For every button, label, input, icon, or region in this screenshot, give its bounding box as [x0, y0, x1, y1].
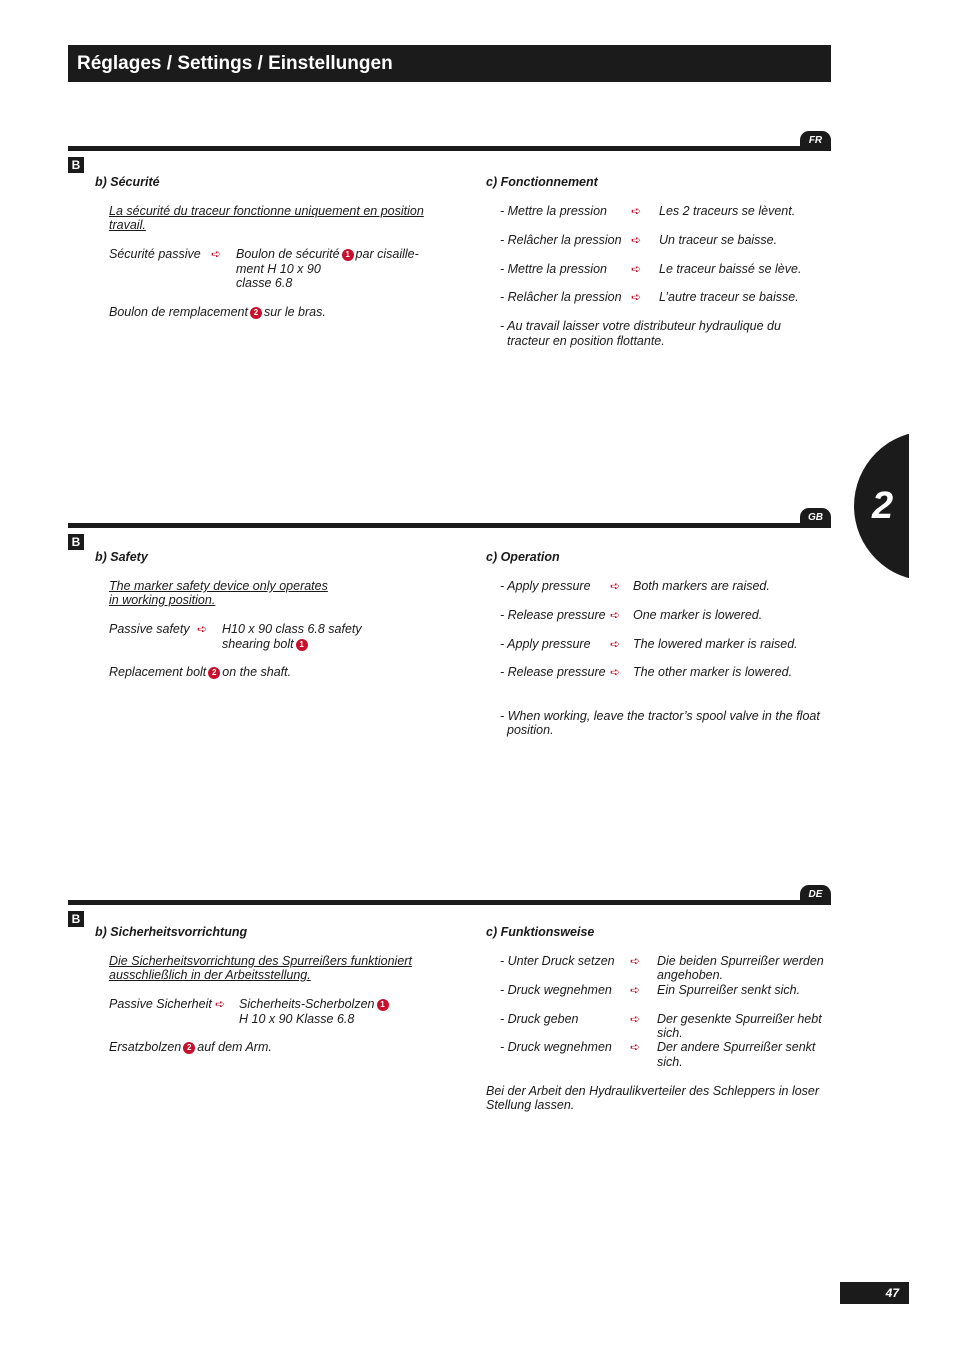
lang-tab-fr: FR	[800, 131, 831, 149]
callout-1-icon: 1	[296, 639, 308, 651]
gb-row-result: The other marker is lowered.	[633, 665, 793, 679]
de-row-action: - Druck wegnehmen	[500, 1040, 612, 1054]
fr-row-action: - Relâcher la pression	[500, 290, 622, 304]
de-passive-value-1: Sicherheits-Scherbolzen 1	[239, 997, 391, 1012]
de-row-result: sich.	[657, 1055, 683, 1069]
arrow-right-icon: ➪	[631, 233, 642, 247]
fr-row-result: Les 2 traceurs se lèvent.	[659, 204, 796, 218]
fr-passive-label: Sécurité passive	[109, 247, 201, 261]
page-number: 47	[840, 1282, 909, 1304]
arrow-right-icon: ➪	[211, 247, 222, 261]
de-final-note-2: Stellung lassen.	[486, 1098, 575, 1112]
fr-passive-value-2: ment H 10 x 90	[236, 262, 321, 276]
gb-passive-value-2: shearing bolt 1	[222, 637, 310, 652]
callout-2-icon: 2	[250, 307, 262, 319]
de-row-result: sich.	[657, 1026, 683, 1040]
arrow-right-icon: ➪	[610, 579, 621, 593]
de-row-result: angehoben.	[657, 968, 724, 982]
callout-1-icon: 1	[342, 249, 354, 261]
fr-safety-note-2: travail.	[109, 218, 146, 232]
arrow-right-icon: ➪	[630, 983, 641, 997]
de-row-action: - Unter Druck setzen	[500, 954, 615, 968]
fr-final-note-2: tracteur en position flottante.	[507, 334, 665, 348]
gb-final-note-2: position.	[507, 723, 554, 737]
gb-row-result: Both markers are raised.	[633, 579, 770, 593]
fr-row-action: - Relâcher la pression	[500, 233, 622, 247]
gb-row-action: - Apply pressure	[500, 637, 591, 651]
de-row-result: Der andere Spurreißer senkt	[657, 1040, 816, 1054]
de-replacement: Ersatzbolzen 2 auf dem Arm.	[109, 1040, 272, 1054]
gb-passive-label: Passive safety	[109, 622, 190, 636]
de-safety-note-1: Die Sicherheitsvorrichtung des Spurreißers funktioniert	[109, 954, 412, 968]
section-marker-fr: B	[68, 157, 84, 173]
fr-row-action: - Mettre la pression	[500, 262, 607, 276]
arrow-right-icon: ➪	[610, 637, 621, 651]
gb-row-result: One marker is lowered.	[633, 608, 763, 622]
gb-final-note-1: - When working, leave the tractor’s spool valve in the float	[500, 709, 820, 723]
arrow-right-icon: ➪	[630, 1012, 641, 1026]
de-row-result: Der gesenkte Spurreißer hebt	[657, 1012, 822, 1026]
fr-passive-value-1: Boulon de sécurité 1 par cisaille-	[236, 247, 419, 261]
de-passive-value-2: H 10 x 90 Klasse 6.8	[239, 1012, 355, 1026]
section-marker-gb: B	[68, 534, 84, 550]
arrow-right-icon: ➪	[610, 665, 621, 679]
fr-safety-title: b) Sécurité	[95, 175, 160, 189]
arrow-right-icon: ➪	[631, 290, 642, 304]
de-row-result: Ein Spurreißer senkt sich.	[657, 983, 801, 997]
arrow-right-icon: ➪	[630, 954, 641, 968]
lang-tab-gb: GB	[800, 508, 831, 526]
fr-row-action: - Mettre la pression	[500, 204, 607, 218]
de-final-note-1: Bei der Arbeit den Hydraulikverteiler des Schleppers in loser	[486, 1084, 820, 1098]
page-header: Réglages / Settings / Einstellungen	[68, 45, 831, 82]
gb-operation-title: c) Operation	[486, 550, 560, 564]
de-passive-label: Passive Sicherheit	[109, 997, 212, 1011]
fr-row-result: L’autre traceur se baisse.	[659, 290, 799, 304]
gb-safety-note-2: in working position.	[109, 593, 216, 607]
de-safety-title: b) Sicherheitsvorrichtung	[95, 925, 248, 939]
section-rule-de	[68, 900, 831, 905]
gb-safety-title: b) Safety	[95, 550, 148, 564]
fr-safety-note-1: La sécurité du traceur fonctionne uniquement en position	[109, 204, 424, 218]
de-row-result: Die beiden Spurreißer werden	[657, 954, 824, 968]
gb-row-result: The lowered marker is raised.	[633, 637, 798, 651]
fr-row-result: Un traceur se baisse.	[659, 233, 778, 247]
gb-row-action: - Release pressure	[500, 608, 606, 622]
fr-final-note-1: - Au travail laisser votre distributeur hydraulique du	[500, 319, 781, 333]
lang-tab-de: DE	[800, 885, 831, 903]
fr-passive-value-3: classe 6.8	[236, 276, 293, 290]
section-rule-gb	[68, 523, 831, 528]
de-operation-title: c) Funktionsweise	[486, 925, 595, 939]
fr-row-result: Le traceur baissé se lève.	[659, 262, 802, 276]
arrow-right-icon: ➪	[631, 262, 642, 276]
callout-2-icon: 2	[208, 667, 220, 679]
gb-row-action: - Apply pressure	[500, 579, 591, 593]
gb-row-action: - Release pressure	[500, 665, 606, 679]
section-rule-fr	[68, 146, 831, 151]
fr-replacement: Boulon de remplacement 2 sur le bras.	[109, 305, 326, 319]
de-safety-note-2: ausschließlich in der Arbeitsstellung.	[109, 968, 311, 982]
gb-safety-note-1: The marker safety device only operates	[109, 579, 328, 593]
arrow-right-icon: ➪	[610, 608, 621, 622]
arrow-right-icon: ➪	[215, 997, 226, 1011]
arrow-right-icon: ➪	[197, 622, 208, 636]
section-marker-de: B	[68, 911, 84, 927]
de-row-action: - Druck geben	[500, 1012, 579, 1026]
arrow-right-icon: ➪	[630, 1040, 641, 1054]
callout-2-icon: 2	[183, 1042, 195, 1054]
gb-replacement: Replacement bolt 2 on the shaft.	[109, 665, 292, 679]
gb-passive-value-1: H10 x 90 class 6.8 safety	[222, 622, 362, 636]
fr-operation-title: c) Fonctionnement	[486, 175, 598, 189]
callout-1-icon: 1	[377, 999, 389, 1011]
arrow-right-icon: ➪	[631, 204, 642, 218]
de-row-action: - Druck wegnehmen	[500, 983, 612, 997]
chapter-number: 2	[872, 485, 894, 527]
